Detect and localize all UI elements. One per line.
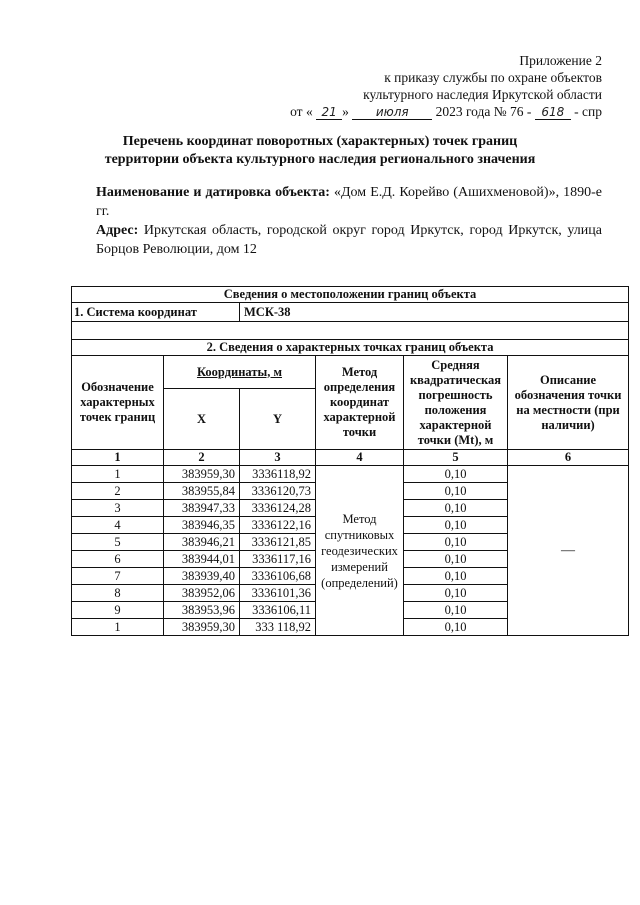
col-number: 3: [240, 450, 316, 466]
y-cell: 3336120,73: [240, 483, 316, 500]
handwritten-number: 618: [535, 105, 571, 120]
col-y: Y: [240, 389, 316, 450]
y-cell: 333 118,92: [240, 619, 316, 636]
col-number: 6: [508, 450, 629, 466]
point-cell: 8: [72, 585, 164, 602]
method-cell: Метод спутниковых геодезических измерений (определений): [316, 466, 404, 636]
object-address-value: Иркутская область, городской округ город Иркутск, город Иркутск, улица Борцов Революции, дом 12: [96, 223, 602, 257]
col-x: X: [164, 389, 240, 450]
handwritten-day: 21: [316, 105, 342, 120]
point-cell: 3: [72, 500, 164, 517]
object-name-label: Наименование и датировка объекта:: [96, 185, 330, 200]
coordinates-table: [71, 286, 629, 636]
object-name-value: «Дом Е.Д. Корейво (Ашихменовой)», 1890-е гг.: [96, 185, 603, 219]
object-name: [96, 183, 602, 221]
number-suffix: - спр: [574, 104, 602, 119]
object-address-label: Адрес:: [96, 223, 139, 238]
y-cell: 3336106,68: [240, 568, 316, 585]
point-cell: 1: [72, 466, 164, 483]
y-cell: 3336118,92: [240, 466, 316, 483]
y-cell: 3336122,16: [240, 517, 316, 534]
x-cell: 383952,06: [164, 585, 240, 602]
object-info: [96, 183, 602, 259]
point-cell: 2: [72, 483, 164, 500]
y-cell: 3336117,16: [240, 551, 316, 568]
date-mid: »: [342, 104, 349, 119]
error-cell: 0,10: [404, 585, 508, 602]
x-cell: 383953,96: [164, 602, 240, 619]
appendix-line-1: Приложение 2: [519, 53, 602, 68]
error-cell: 0,10: [404, 500, 508, 517]
system-value: МСК-38: [240, 303, 629, 322]
col-number: 2: [164, 450, 240, 466]
title-line-2: территории объекта культурного наследия регионального значения: [104, 152, 536, 167]
error-cell: 0,10: [404, 619, 508, 636]
error-cell: 0,10: [404, 466, 508, 483]
col-description: Описание обозначения точки на местности (при наличии): [508, 356, 629, 450]
col-number: 4: [316, 450, 404, 466]
x-cell: 383946,21: [164, 534, 240, 551]
x-cell: 383946,35: [164, 517, 240, 534]
x-cell: 383947,33: [164, 500, 240, 517]
error-cell: 0,10: [404, 534, 508, 551]
error-cell: 0,10: [404, 602, 508, 619]
point-cell: 5: [72, 534, 164, 551]
x-cell: 383944,01: [164, 551, 240, 568]
x-cell: 383959,30: [164, 619, 240, 636]
error-cell: 0,10: [404, 551, 508, 568]
appendix-date-line: [182, 103, 602, 120]
col-error: Средняя квадратическая погрешность положения характерной точки (Mt), м: [404, 356, 508, 450]
error-cell: 0,10: [404, 483, 508, 500]
x-cell: 383939,40: [164, 568, 240, 585]
section1-title: Сведения о местоположении границ объекта: [72, 287, 629, 303]
section2-title: 2. Сведения о характерных точках границ объекта: [72, 340, 629, 356]
description-cell: —: [508, 466, 629, 636]
x-cell: 383959,30: [164, 466, 240, 483]
col-method: Метод определения координат характерной точки: [316, 356, 404, 450]
system-label: 1. Система координат: [72, 303, 240, 322]
appendix-line-2: к приказу службы по охране объектов: [384, 70, 602, 85]
y-cell: 3336106,11: [240, 602, 316, 619]
error-cell: 0,10: [404, 517, 508, 534]
title-line-1: Перечень координат поворотных (характерных) точек границ: [122, 134, 518, 149]
year-text: 2023 года № 76 -: [435, 104, 532, 119]
appendix-line-3: культурного наследия Иркутской области: [363, 87, 602, 102]
table-row: [72, 466, 629, 483]
document-title: [40, 133, 600, 169]
x-cell: 383955,84: [164, 483, 240, 500]
point-cell: 9: [72, 602, 164, 619]
error-cell: 0,10: [404, 568, 508, 585]
col-number: 5: [404, 450, 508, 466]
handwritten-month: июля: [352, 105, 432, 120]
point-cell: 6: [72, 551, 164, 568]
point-cell: 4: [72, 517, 164, 534]
point-cell: 1: [72, 619, 164, 636]
point-cell: 7: [72, 568, 164, 585]
y-cell: 3336121,85: [240, 534, 316, 551]
y-cell: 3336124,28: [240, 500, 316, 517]
col-designation: Обозначение характерных точек границ: [72, 356, 164, 450]
col-number: 1: [72, 450, 164, 466]
spacer-row: [72, 322, 629, 340]
object-address: [96, 221, 602, 259]
col-coordinates: Координаты, м: [164, 356, 316, 389]
appendix-header: [182, 52, 602, 120]
date-prefix: от «: [290, 104, 313, 119]
y-cell: 3336101,36: [240, 585, 316, 602]
